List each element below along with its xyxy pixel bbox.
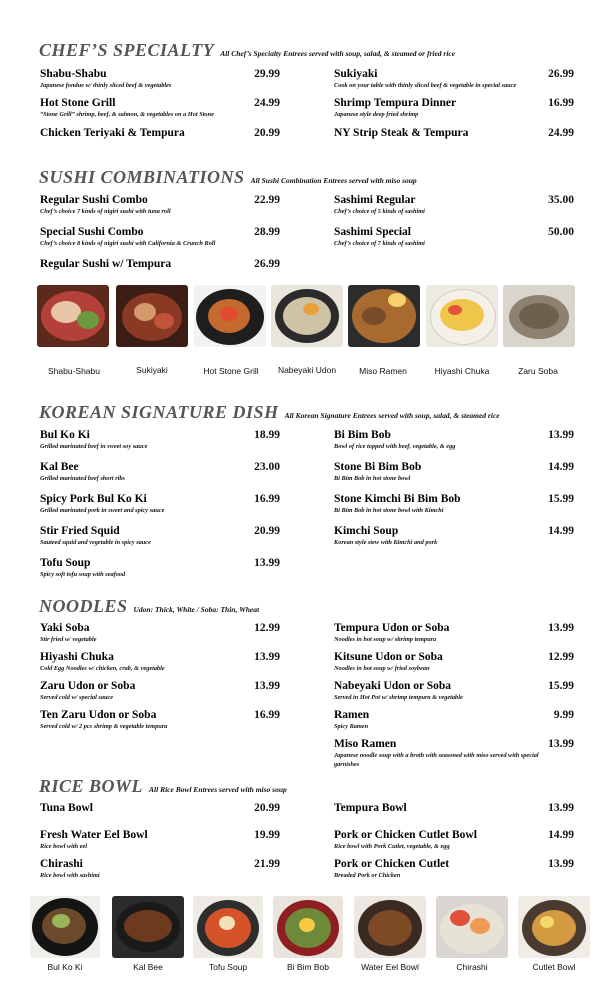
- item-desc: Grilled marinated beef short ribs: [40, 475, 126, 482]
- item-name: Sashimi Regular: [334, 194, 416, 206]
- photo-caption: Hiyashi Chuka: [434, 366, 490, 376]
- menu-item: [334, 461, 574, 484]
- sushi-combinations-header: [39, 167, 417, 188]
- item-price: 26.99: [254, 258, 280, 270]
- menu-item: [334, 525, 574, 548]
- item-desc: “Stone Grill” shrimp, beef, & salmon, & vegetables on a Hot Stone: [40, 111, 214, 118]
- item-price: 13.99: [548, 802, 574, 814]
- menu-item: [334, 802, 574, 814]
- item-price: 12.99: [254, 622, 280, 634]
- item-name: Kal Bee: [40, 461, 79, 473]
- item-name: Miso Ramen: [334, 738, 397, 750]
- item-price: 12.99: [548, 651, 574, 663]
- item-desc: Spicy Ramen: [334, 723, 369, 730]
- item-price: 18.99: [254, 429, 280, 441]
- item-price: 22.99: [254, 194, 280, 206]
- item-desc: Rice bowl with eel: [40, 843, 88, 850]
- nabeyaki-udon-photo: [271, 285, 343, 347]
- item-price: 29.99: [254, 68, 280, 80]
- item-desc: Grilled marinated pork in sweet and spicy sauce: [40, 507, 165, 514]
- item-price: 13.99: [548, 858, 574, 870]
- item-desc: Breaded Pork or Chicken: [334, 872, 401, 879]
- menu-item: [40, 709, 280, 732]
- photo-caption: Nabeyaki Udon: [277, 365, 337, 375]
- item-name: Chirashi: [40, 858, 83, 870]
- section-note: Udon: Thick, White / Soba: Thin, Wheat: [133, 605, 260, 614]
- chefs-specialty-header: [39, 40, 455, 61]
- item-desc: Chef’s choice of 5 kinds of sashimi: [334, 208, 425, 215]
- item-name: Tempura Bowl: [334, 802, 407, 814]
- item-name: Shrimp Tempura Dinner: [334, 97, 457, 109]
- item-price: 50.00: [548, 226, 574, 238]
- item-name: Ramen: [334, 709, 370, 721]
- item-name: Zaru Udon or Soba: [40, 680, 136, 692]
- hot-stone-grill-photo: [194, 285, 266, 347]
- menu-item: [40, 226, 280, 249]
- item-name: Kimchi Soup: [334, 525, 399, 537]
- menu-item: [40, 858, 280, 881]
- item-name: Bul Ko Ki: [40, 429, 90, 441]
- item-name: Chicken Teriyaki & Tempura: [40, 127, 185, 139]
- section-title: NOODLES: [39, 596, 128, 616]
- photo-caption: Hot Stone Grill: [203, 366, 259, 376]
- item-price: 16.99: [548, 97, 574, 109]
- photo-caption: Miso Ramen: [359, 366, 407, 376]
- menu-item: [40, 680, 280, 703]
- item-name: Stone Bi Bim Bob: [334, 461, 422, 473]
- photo-caption: Chirashi: [456, 962, 488, 972]
- item-desc: Served cold w/ special sauce: [40, 694, 114, 701]
- item-desc: Cold Egg Noodles w/ chicken, crab, & vegetable: [40, 665, 165, 672]
- menu-item: [40, 68, 280, 91]
- item-price: 14.99: [548, 525, 574, 537]
- item-price: 19.99: [254, 829, 280, 841]
- item-desc: Bi Bim Bob in hot stone bowl with Kimchi: [334, 507, 444, 514]
- photo-caption: Kal Bee: [133, 962, 163, 972]
- item-name: Nabeyaki Udon or Soba: [334, 680, 452, 692]
- item-desc: Chef’s choice of 7 kinds of sashimi: [334, 240, 425, 247]
- cutlet-bowl-photo: [518, 896, 590, 958]
- item-name: Tempura Udon or Soba: [334, 622, 450, 634]
- menu-item: [334, 68, 574, 91]
- menu-item: [334, 127, 574, 139]
- menu-item: [40, 557, 280, 580]
- photo-caption: Bi Bim Bob: [286, 962, 330, 972]
- item-name: Pork or Chicken Cutlet: [334, 858, 450, 870]
- item-desc: Rice bowl with sashimi: [40, 872, 100, 879]
- item-name: Tofu Soup: [40, 557, 91, 569]
- item-price: 9.99: [553, 709, 574, 721]
- item-price: 14.99: [548, 829, 574, 841]
- menu-item: [334, 493, 574, 516]
- menu-item: [334, 738, 574, 769]
- item-desc: Japanese noodle soup with a broth with seasoned with miso served with special garnishes: [334, 752, 539, 768]
- photo-caption: Zaru Soba: [518, 366, 558, 376]
- item-name: Tuna Bowl: [40, 802, 93, 814]
- menu-item: [40, 829, 280, 852]
- item-price: 16.99: [254, 709, 280, 721]
- item-name: Stone Kimchi Bi Bim Bob: [334, 493, 461, 505]
- menu-item: [40, 802, 280, 814]
- item-name: Special Sushi Combo: [40, 226, 144, 238]
- item-price: 20.99: [254, 525, 280, 537]
- menu-item: [40, 97, 280, 120]
- item-name: Hiyashi Chuka: [40, 651, 114, 663]
- section-title: CHEF’S SPECIALTY: [39, 40, 215, 60]
- menu-item: [334, 429, 574, 452]
- menu-item: [40, 258, 280, 270]
- item-name: Regular Sushi w/ Tempura: [40, 258, 172, 270]
- noodles-header: [39, 596, 259, 617]
- bul-ko-ki-photo: [30, 896, 100, 958]
- photo-caption: Bul Ko Ki: [47, 962, 83, 972]
- menu-item: [40, 429, 280, 452]
- menu-item: [40, 493, 280, 516]
- section-note: All Chef’s Specialty Entrees served with soup, salad, & steamed or fried rice: [220, 49, 456, 58]
- photo-caption: Water Eel Bowl: [361, 962, 419, 972]
- item-price: 24.99: [548, 127, 574, 139]
- item-name: Sukiyaki: [334, 68, 378, 80]
- item-desc: Cook on your table with thinly sliced beef & vegetable in special sauce: [334, 82, 517, 89]
- item-desc: Noodles in hot soup w/ fried soybean: [334, 665, 430, 672]
- item-price: 35.00: [548, 194, 574, 206]
- chirashi-photo: [436, 896, 508, 958]
- kal-bee-photo: [112, 896, 184, 958]
- menu-item: [334, 858, 574, 881]
- photo-caption: Tofu Soup: [208, 962, 248, 972]
- item-price: 13.99: [548, 738, 574, 750]
- menu-item: [40, 461, 280, 484]
- tofu-soup-photo: [193, 896, 263, 958]
- item-desc: Sauteed squid and vegetable in spicy sauce: [40, 539, 151, 546]
- item-price: 23.00: [254, 461, 280, 473]
- menu-item: [334, 194, 574, 217]
- item-desc: Japanese style deep fried shrimp: [334, 111, 419, 118]
- rice-bowl-header: [39, 776, 287, 797]
- item-desc: Chef’s choice 7 kinds of nigiri sushi with tuna roll: [40, 208, 171, 215]
- item-name: Spicy Pork Bul Ko Ki: [40, 493, 147, 505]
- item-desc: Stir fried w/ vegetable: [40, 636, 97, 643]
- item-name: Stir Fried Squid: [40, 525, 120, 537]
- item-price: 13.99: [548, 429, 574, 441]
- item-name: Fresh Water Eel Bowl: [40, 829, 148, 841]
- photo-caption: Cutlet Bowl: [532, 962, 576, 972]
- item-price: 26.99: [548, 68, 574, 80]
- item-desc: Spicy soft tofu soup with seafood: [40, 571, 126, 578]
- item-price: 28.99: [254, 226, 280, 238]
- photo-caption: Sukiyaki: [136, 365, 168, 375]
- item-price: 13.99: [254, 680, 280, 692]
- menu-item: [334, 680, 574, 703]
- item-name: NY Strip Steak & Tempura: [334, 127, 469, 139]
- item-price: 15.99: [548, 493, 574, 505]
- item-name: Regular Sushi Combo: [40, 194, 148, 206]
- item-price: 13.99: [254, 557, 280, 569]
- section-note: All Sushi Combination Entrees served with miso soup: [250, 176, 417, 185]
- menu-item: [334, 226, 574, 249]
- item-desc: Korean style stew with Kimchi and pork: [334, 539, 438, 546]
- section-title: KOREAN SIGNATURE DISH: [39, 402, 279, 422]
- menu-item: [334, 651, 574, 674]
- item-name: Kitsune Udon or Soba: [334, 651, 443, 663]
- item-name: Yaki Soba: [40, 622, 90, 634]
- item-name: Shabu-Shabu: [40, 68, 107, 80]
- menu-item: [334, 97, 574, 120]
- item-name: Hot Stone Grill: [40, 97, 116, 109]
- item-desc: Japanese fondue w/ thinly sliced beef & vegetables: [40, 82, 172, 89]
- menu-item: [334, 709, 574, 732]
- photo-caption: Shabu-Shabu: [48, 366, 100, 376]
- item-price: 13.99: [254, 651, 280, 663]
- item-desc: Served cold w/ 2 pcs shrimp & vegetable tempura: [40, 723, 168, 730]
- water-eel-bowl-photo: [354, 896, 426, 958]
- item-price: 20.99: [254, 802, 280, 814]
- item-price: 24.99: [254, 97, 280, 109]
- korean-signature-header: [39, 402, 500, 423]
- item-desc: Served in Hot Pot w/ shrimp tempura & vegetable: [334, 694, 463, 701]
- zaru-soba-photo: [503, 285, 575, 347]
- item-desc: Bi Bim Bob in hot stone bowl: [334, 475, 411, 482]
- item-name: Pork or Chicken Cutlet Bowl: [334, 829, 477, 841]
- item-price: 13.99: [548, 622, 574, 634]
- item-desc: Bowl of rice topped with beef, vegetable, & egg: [334, 443, 456, 450]
- hiyashi-chuka-photo: [426, 285, 498, 347]
- item-price: 14.99: [548, 461, 574, 473]
- item-name: Ten Zaru Udon or Soba: [40, 709, 157, 721]
- menu-item: [334, 829, 574, 852]
- menu-item: [334, 622, 574, 645]
- menu-item: [40, 525, 280, 548]
- miso-ramen-photo: [348, 285, 420, 347]
- item-price: 15.99: [548, 680, 574, 692]
- item-price: 16.99: [254, 493, 280, 505]
- item-name: Bi Bim Bob: [334, 429, 391, 441]
- food-photo-row: [0, 896, 612, 976]
- item-desc: Rice bowl with Pork Cutlet, vegetable, & egg: [334, 843, 450, 850]
- item-price: 21.99: [254, 858, 280, 870]
- shabu-shabu-photo: [37, 285, 109, 347]
- bi-bim-bob-photo: [273, 896, 343, 958]
- sukiyaki-photo: [116, 285, 188, 347]
- food-photo-row: [0, 285, 612, 380]
- menu-item: [40, 127, 280, 139]
- menu-item: [40, 194, 280, 217]
- section-note: All Korean Signature Entrees served with soup, salad, & steamed rice: [284, 411, 500, 420]
- section-title: RICE BOWL: [39, 776, 144, 796]
- item-price: 20.99: [254, 127, 280, 139]
- item-desc: Chef’s choice 8 kinds of nigiri sushi with California & Crunch Roll: [40, 240, 216, 247]
- section-note: All Rice Bowl Entrees served with miso soup: [149, 785, 287, 794]
- section-title: SUSHI COMBINATIONS: [39, 167, 245, 187]
- menu-item: [40, 622, 280, 645]
- item-desc: Grilled marinated beef in sweet soy sauce: [40, 443, 148, 450]
- menu-item: [40, 651, 280, 674]
- item-name: Sashimi Special: [334, 226, 412, 238]
- item-desc: Noodles in hot soup w/ shrimp tempura: [334, 636, 437, 643]
